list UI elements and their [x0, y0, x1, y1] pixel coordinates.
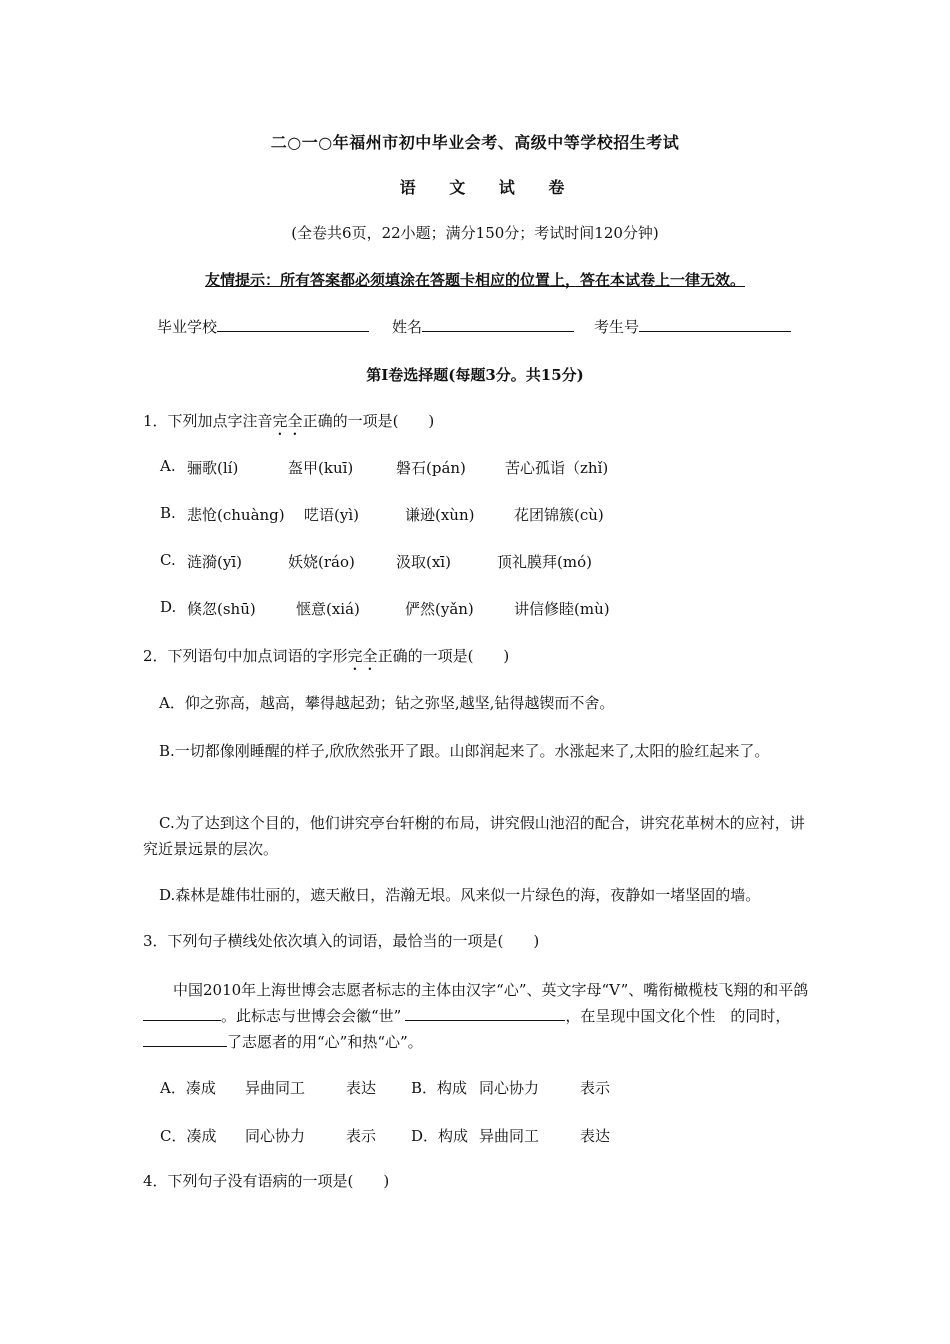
- option-label: C.: [160, 551, 176, 569]
- name-field: [392, 316, 574, 337]
- q3-passage: [143, 977, 813, 1055]
- option-item: 骊歌(lí): [187, 459, 239, 477]
- school-blank: [217, 317, 369, 332]
- q2-option-a-text: A．仰之弥高，越高，攀得越起劲；钻之弥坚,越坚,钻得越锲而不舍。: [159, 694, 615, 712]
- option-item: 异曲同工: [479, 1127, 540, 1145]
- q2-option-c-text: C.为了达到这个目的，他们讲究亭台轩榭的布局，讲究假山池沼的配合，讲究花革树木的应衬，讲究近景远景的层次。: [143, 814, 805, 858]
- exam-no-blank: [639, 317, 791, 332]
- option-item: 盔甲(kuī): [288, 459, 354, 477]
- q3-blank-3: [143, 1032, 227, 1047]
- option-item: 花团锦簇(cù): [514, 506, 604, 524]
- q3-passage-text: ，在呈现中国文化个性 的同时，: [565, 1007, 791, 1025]
- option-item: 倏忽(shū): [187, 600, 256, 618]
- q3-blank-1: [143, 1006, 221, 1021]
- q2-stem-emphasis: 完全: [347, 647, 378, 665]
- exam-no-label: 考生号: [594, 318, 640, 336]
- option-label: A．凑成: [160, 1079, 216, 1097]
- option-item: 呓语(yì): [304, 506, 359, 524]
- option-item: 俨然(yǎn): [405, 600, 474, 618]
- option-item: 惬意(xiá): [296, 600, 360, 618]
- q1-stem-part: 1．下列加点字注音: [143, 412, 273, 430]
- option-item: 表示: [346, 1127, 377, 1145]
- option-item: 涟漪(yī): [187, 553, 242, 571]
- option-item: 讲信修睦(mù): [514, 600, 610, 618]
- q3-blank-2: [405, 1006, 565, 1021]
- name-label: 姓名: [392, 318, 423, 336]
- option-item: 汲取(xī): [396, 553, 451, 571]
- q2-option-c: [143, 810, 813, 862]
- option-item: 表达: [346, 1079, 377, 1097]
- option-item: 异曲同工: [245, 1079, 306, 1097]
- question-2-stem: [143, 645, 509, 674]
- option-item: 磐石(pán): [396, 459, 466, 477]
- q3-passage-text: 。此标志与世博会会徽“世”: [221, 1007, 402, 1025]
- option-label: C．凑成: [160, 1127, 217, 1145]
- option-item: 妖娆(ráo): [288, 553, 355, 571]
- q2-stem-part: 正确的一项是( ): [377, 647, 510, 665]
- q3-passage-text: 中国2010年上海世博会志愿者标志的主体由汉字“心”、英文字母“V”、嘴衔橄榄枝飞翔的和平鸽: [173, 981, 809, 999]
- q2-option-b: [143, 738, 813, 764]
- section-heading: 第Ⅰ卷选择题(每题3分。共15分): [366, 366, 584, 384]
- option-item: 顶礼膜拜(mó): [497, 553, 592, 571]
- school-field: [157, 316, 369, 337]
- school-label: 毕业学校: [157, 318, 218, 336]
- option-item: 同心协力: [479, 1079, 540, 1097]
- option-item: 表达: [580, 1127, 611, 1145]
- option-item: 同心协力: [245, 1127, 306, 1145]
- q2-option-d: [143, 882, 813, 908]
- exam-info: (全卷共6页，22小题；满分150分；考试时间120分钟): [291, 224, 659, 242]
- option-item: 悲怆(chuàng): [187, 506, 285, 524]
- exam-no-field: [594, 316, 791, 337]
- option-item: 谦逊(xùn): [405, 506, 475, 524]
- question-4-stem: 4．下列句子没有语病的一项是( ): [143, 1172, 390, 1190]
- q2-option-b-text: B.一切都像刚睡醒的样子,欣欣然张开了跟。山郎润起来了。水涨起来了,太阳的脸红起来了。: [159, 742, 770, 760]
- option-label: B．构成: [411, 1079, 468, 1097]
- option-label: D．构成: [411, 1127, 469, 1145]
- option-item: 苦心孤诣（zhǐ): [505, 459, 609, 477]
- q2-stem-part: 2．下列语句中加点词语的字形: [143, 647, 348, 665]
- question-3-stem: 3．下列句子横线处依次填入的词语，最恰当的一项是( ): [143, 932, 540, 950]
- option-label: D.: [160, 598, 177, 616]
- option-item: 表示: [580, 1079, 611, 1097]
- exam-title: 二○一○年福州市初中毕业会考、高级中等学校招生考试: [270, 133, 680, 152]
- q2-option-a: [143, 690, 813, 716]
- question-1-stem: [143, 410, 434, 439]
- friendly-tip: 友情提示：所有答案都必须填涂在答题卡相应的位置上，答在本试卷上一律无效。: [204, 271, 745, 289]
- q1-stem-part: 正确的一项是( ): [302, 412, 435, 430]
- q3-passage-text: 了志愿者的用“心”和热“心”。: [227, 1033, 423, 1051]
- option-label: B.: [160, 504, 176, 522]
- q1-stem-emphasis: 完全: [272, 412, 303, 430]
- exam-subject: 语 文 试 卷: [399, 178, 579, 197]
- name-blank: [422, 317, 574, 332]
- q2-option-d-text: D.森林是雄伟壮丽的，遮天敝日，浩瀚无垠。风来似一片绿色的海，夜静如一堵坚固的墙。: [159, 886, 761, 904]
- option-label: A.: [160, 457, 176, 475]
